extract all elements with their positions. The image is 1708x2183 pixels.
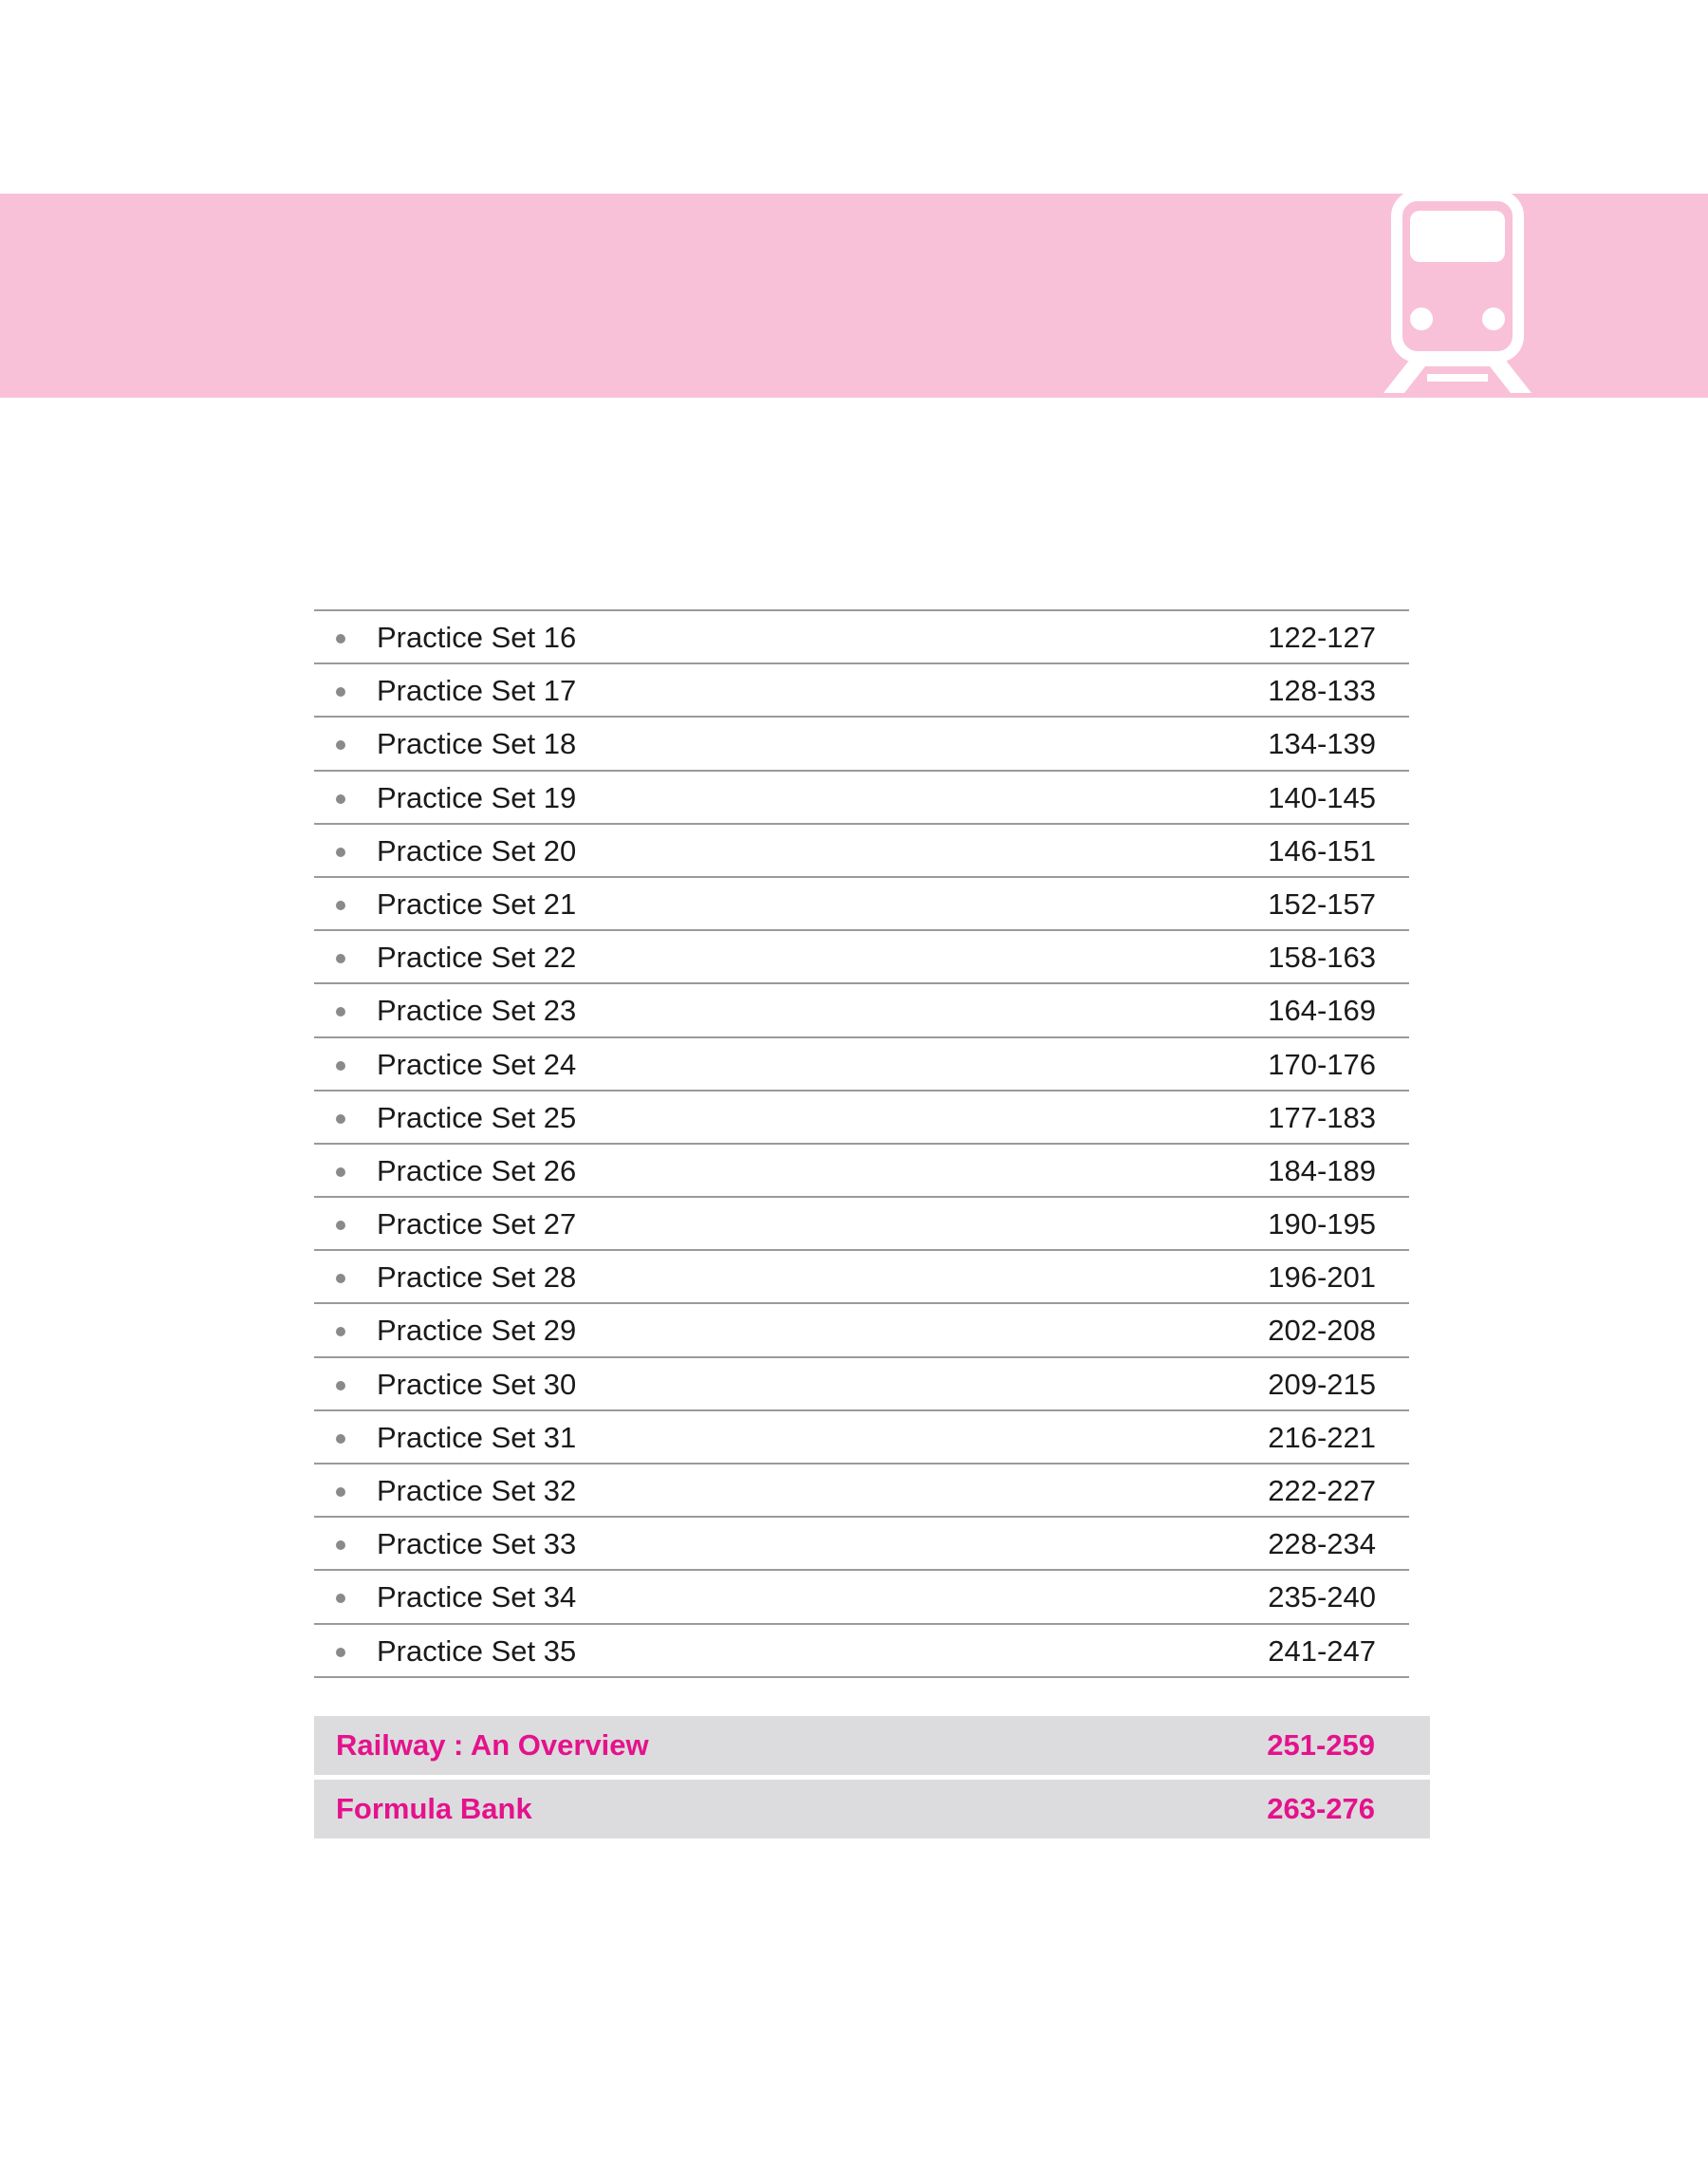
- toc-entry[interactable]: [314, 1092, 1409, 1145]
- toc-entry-pages: 170-176: [1268, 1047, 1376, 1081]
- toc-entry-label: Practice Set 30: [377, 1367, 577, 1401]
- toc-entry[interactable]: [314, 772, 1409, 825]
- bullet-icon: [336, 1594, 345, 1603]
- toc-entry[interactable]: [314, 825, 1409, 878]
- toc-entry-pages: 241-247: [1268, 1633, 1376, 1668]
- table-of-contents: [314, 609, 1409, 1678]
- bullet-icon: [336, 634, 345, 644]
- toc-entry[interactable]: [314, 1304, 1409, 1357]
- toc-entry[interactable]: [314, 1411, 1409, 1465]
- toc-entry-label: Practice Set 33: [377, 1527, 577, 1561]
- toc-entry[interactable]: [314, 1518, 1409, 1571]
- bullet-icon: [336, 1221, 345, 1230]
- bullet-icon: [336, 1327, 345, 1336]
- toc-section[interactable]: [314, 1716, 1430, 1775]
- bullet-icon: [336, 1274, 345, 1283]
- toc-entry-pages: 190-195: [1268, 1207, 1376, 1241]
- toc-entry[interactable]: [314, 611, 1409, 664]
- toc-entry-pages: 140-145: [1268, 780, 1376, 814]
- toc-section-label: Formula Bank: [336, 1792, 532, 1825]
- toc-entry-pages: 216-221: [1268, 1420, 1376, 1454]
- bullet-icon: [336, 901, 345, 910]
- toc-section[interactable]: [314, 1780, 1430, 1838]
- toc-entry[interactable]: [314, 1571, 1409, 1624]
- toc-entry-label: Practice Set 28: [377, 1260, 577, 1295]
- toc-entry-label: Practice Set 24: [377, 1047, 577, 1081]
- toc-entry-label: Practice Set 23: [377, 994, 577, 1028]
- toc-entry-pages: 158-163: [1268, 941, 1376, 975]
- toc-entry-pages: 177-183: [1268, 1100, 1376, 1134]
- bullet-icon: [336, 1648, 345, 1657]
- toc-entry-label: Practice Set 27: [377, 1207, 577, 1241]
- toc-entry[interactable]: [314, 1358, 1409, 1411]
- toc-entry[interactable]: [314, 1198, 1409, 1251]
- toc-entry-label: Practice Set 34: [377, 1580, 577, 1614]
- toc-entry-label: Practice Set 25: [377, 1100, 577, 1134]
- toc-entry-pages: 196-201: [1268, 1260, 1376, 1295]
- toc-entry[interactable]: [314, 878, 1409, 931]
- toc-entry-pages: 209-215: [1268, 1367, 1376, 1401]
- toc-entry-label: Practice Set 21: [377, 886, 577, 921]
- toc-entry-pages: 235-240: [1268, 1580, 1376, 1614]
- toc-entry-label: Practice Set 31: [377, 1420, 577, 1454]
- toc-entry[interactable]: [314, 1145, 1409, 1198]
- toc-section-label: Railway : An Overview: [336, 1728, 649, 1762]
- toc-entry-pages: 228-234: [1268, 1527, 1376, 1561]
- toc-entry-label: Practice Set 26: [377, 1153, 577, 1187]
- toc-entry[interactable]: [314, 664, 1409, 718]
- toc-entry[interactable]: [314, 1465, 1409, 1518]
- toc-entry-label: Practice Set 20: [377, 833, 577, 868]
- train-icon: [1383, 194, 1532, 395]
- toc-entry-pages: 146-151: [1268, 833, 1376, 868]
- toc-section-pages: 263-276: [1267, 1792, 1375, 1825]
- toc-entry-label: Practice Set 22: [377, 941, 577, 975]
- toc-entry-label: Practice Set 17: [377, 674, 577, 708]
- toc-entry-pages: 164-169: [1268, 994, 1376, 1028]
- bullet-icon: [336, 1007, 345, 1017]
- toc-entry-pages: 122-127: [1268, 621, 1376, 654]
- toc-entry-label: Practice Set 35: [377, 1633, 577, 1668]
- bullet-icon: [336, 1540, 345, 1550]
- toc-entry[interactable]: [314, 984, 1409, 1037]
- toc-entry[interactable]: [314, 718, 1409, 771]
- bullet-icon: [336, 687, 345, 697]
- toc-entry-pages: 184-189: [1268, 1153, 1376, 1187]
- toc-entry-pages: 128-133: [1268, 674, 1376, 708]
- bullet-icon: [336, 1061, 345, 1071]
- toc-entry-label: Practice Set 16: [377, 621, 577, 654]
- toc-entry-pages: 152-157: [1268, 886, 1376, 921]
- toc-entry-label: Practice Set 19: [377, 780, 577, 814]
- toc-entry[interactable]: [314, 931, 1409, 984]
- toc-entry[interactable]: [314, 1251, 1409, 1304]
- toc-entry-label: Practice Set 32: [377, 1474, 577, 1507]
- toc-entry-label: Practice Set 29: [377, 1314, 577, 1348]
- toc-entry-label: Practice Set 18: [377, 727, 577, 761]
- toc-entry-pages: 202-208: [1268, 1314, 1376, 1348]
- toc-entry[interactable]: [314, 1038, 1409, 1092]
- toc-entry[interactable]: [314, 1625, 1409, 1678]
- bullet-icon: [336, 848, 345, 857]
- toc-section-pages: 251-259: [1267, 1728, 1375, 1762]
- bullet-icon: [336, 1114, 345, 1124]
- bullet-icon: [336, 954, 345, 963]
- toc-entry-pages: 134-139: [1268, 727, 1376, 761]
- bullet-icon: [336, 794, 345, 804]
- bullet-icon: [336, 1381, 345, 1390]
- bullet-icon: [336, 1434, 345, 1444]
- bullet-icon: [336, 740, 345, 750]
- bullet-icon: [336, 1487, 345, 1497]
- toc-entry-pages: 222-227: [1268, 1474, 1376, 1507]
- bullet-icon: [336, 1167, 345, 1177]
